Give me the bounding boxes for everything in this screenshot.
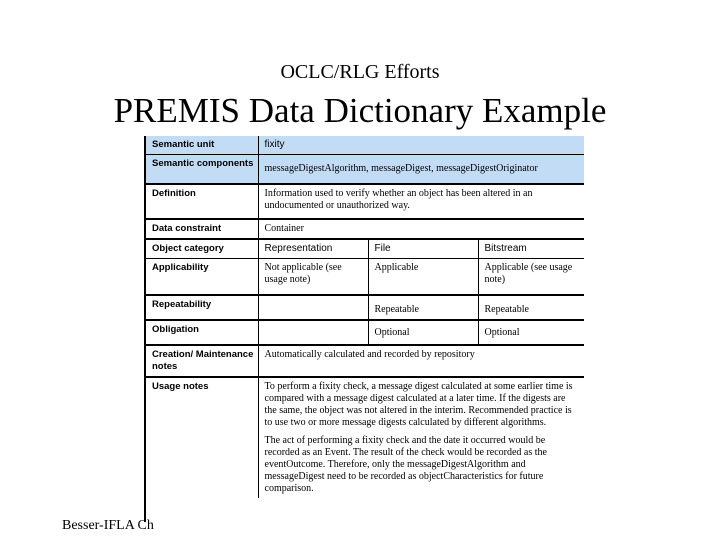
applicability-bitstream: Applicable (see usage note) [478,259,584,296]
obligation-bitstream: Optional [478,320,584,345]
slide-title: PREMIS Data Dictionary Example [113,91,607,130]
value-creation-notes: Automatically calculated and recorded by repository [258,345,584,377]
row-usage-notes [146,377,584,498]
row-data-constraint [146,219,584,239]
repeatability-bitstream: Repeatable [478,295,584,320]
obligation-representation [258,320,368,345]
label-semantic-components: Semantic components [146,155,258,185]
row-object-category [146,239,584,259]
applicability-file: Applicable [368,259,478,296]
obligation-file: Optional [368,320,478,345]
label-definition: Definition [146,184,258,219]
label-repeatability: Repeatability [146,295,258,320]
header-bitstream: Bitstream [478,239,584,259]
label-semantic-unit: Semantic unit [146,136,258,155]
label-creation-notes: Creation/ Maintenance notes [146,345,258,377]
repeatability-representation [258,295,368,320]
slide-subtitle: OCLC/RLG Efforts [280,61,440,83]
value-semantic-unit: fixity [258,136,584,155]
value-definition: Information used to verify whether an object has been altered in an undocumented or unauthorized way. [258,184,584,219]
repeatability-file: Repeatable [368,295,478,320]
row-semantic-unit [146,136,584,155]
row-repeatability [146,295,584,320]
label-obligation: Obligation [146,320,258,345]
row-creation-notes [146,345,584,377]
label-data-constraint: Data constraint [146,219,258,239]
row-semantic-components [146,155,584,185]
value-semantic-components: messageDigestAlgorithm, messageDigest, messageDigestOriginator [258,155,584,185]
applicability-representation: Not applicable (see usage note) [258,259,368,296]
header-representation: Representation [258,239,368,259]
label-object-category: Object category [146,239,258,259]
header-file: File [368,239,478,259]
usage-notes-paragraph-2: The act of performing a fixity check and the date it occurred would be recorded as an Event. The result of the check would be recorded as the eventOutcome. Therefore, only the messageDigestAlgorithm and messageDigest need to be recorded as objectCharacteristics for future comparison. [264,435,547,494]
usage-notes-paragraph-1: To perform a fixity check, a message digest calculated at some earlier time is compared with a message digest calculated at a later time. If the digests are the same, the object was not altered in the interim. Recommended practice is to use two or more message digests calculated by different algorithms. [264,381,573,428]
value-data-constraint: Container [258,219,584,239]
premis-table [144,136,586,522]
footer-text: Besser-IFLA Ch [62,518,154,533]
label-usage-notes: Usage notes [152,381,209,392]
label-applicability: Applicability [146,259,258,296]
row-obligation [146,320,584,345]
value-usage-notes [258,377,584,498]
row-applicability [146,259,584,296]
row-definition [146,184,584,219]
